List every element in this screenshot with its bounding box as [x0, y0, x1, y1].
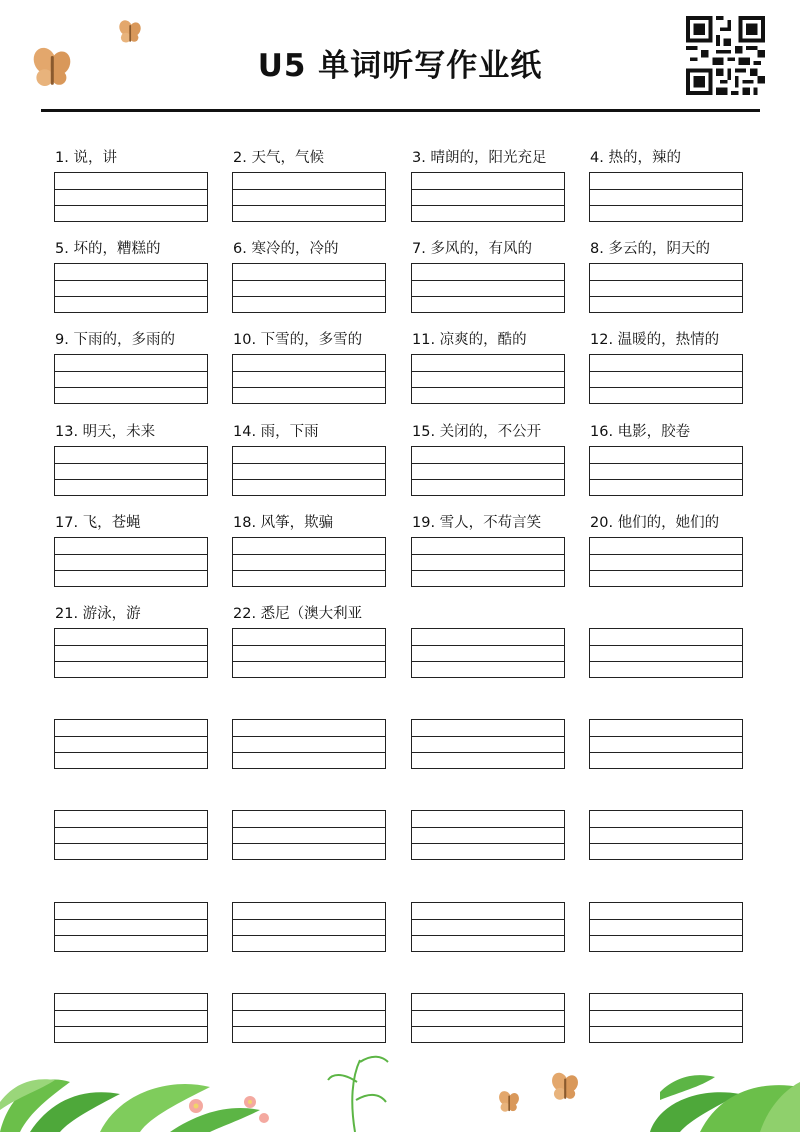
- writing-line: [55, 736, 207, 737]
- writing-line: [590, 752, 742, 753]
- word-prompt: 13. 明天，未来: [55, 424, 156, 440]
- writing-box[interactable]: [411, 719, 565, 769]
- writing-box[interactable]: [54, 810, 208, 860]
- writing-line: [412, 1026, 564, 1027]
- writing-line: [55, 1026, 207, 1027]
- writing-box[interactable]: [589, 446, 743, 496]
- writing-box[interactable]: [54, 354, 208, 404]
- writing-line: [233, 205, 385, 206]
- writing-line: [233, 1010, 385, 1011]
- writing-line: [590, 645, 742, 646]
- writing-line: [590, 479, 742, 480]
- writing-line: [233, 570, 385, 571]
- writing-line: [233, 1026, 385, 1027]
- writing-line: [233, 479, 385, 480]
- word-prompt: 15. 关闭的，不公开: [412, 424, 542, 440]
- writing-line: [590, 463, 742, 464]
- writing-line: [590, 736, 742, 737]
- word-prompt: 2. 天气，气候: [233, 150, 324, 166]
- writing-line: [233, 280, 385, 281]
- writing-line: [590, 1010, 742, 1011]
- writing-line: [55, 827, 207, 828]
- writing-box[interactable]: [411, 902, 565, 952]
- word-prompt: 18. 风筝，欺骗: [233, 515, 334, 531]
- writing-line: [412, 189, 564, 190]
- writing-line: [55, 1010, 207, 1011]
- writing-box[interactable]: [232, 354, 386, 404]
- word-prompt: 6. 寒冷的，冷的: [233, 241, 339, 257]
- writing-line: [412, 479, 564, 480]
- writing-line: [412, 463, 564, 464]
- writing-box[interactable]: [589, 172, 743, 222]
- writing-line: [590, 1026, 742, 1027]
- writing-line: [233, 371, 385, 372]
- writing-line: [55, 479, 207, 480]
- writing-line: [233, 661, 385, 662]
- writing-box[interactable]: [232, 810, 386, 860]
- word-prompt: 16. 电影，胶卷: [590, 424, 691, 440]
- writing-line: [233, 189, 385, 190]
- writing-box[interactable]: [589, 354, 743, 404]
- writing-line: [55, 463, 207, 464]
- writing-line: [590, 371, 742, 372]
- writing-line: [590, 661, 742, 662]
- writing-line: [590, 919, 742, 920]
- writing-box[interactable]: [232, 902, 386, 952]
- writing-line: [55, 371, 207, 372]
- butterfly-icon: [28, 44, 76, 92]
- writing-line: [590, 570, 742, 571]
- writing-line: [233, 463, 385, 464]
- leaf-decoration: [0, 1032, 800, 1132]
- word-prompt: 5. 坏的，糟糕的: [55, 241, 161, 257]
- writing-line: [55, 280, 207, 281]
- word-prompt: 8. 多云的，阴天的: [590, 241, 710, 257]
- writing-line: [55, 296, 207, 297]
- writing-box[interactable]: [411, 446, 565, 496]
- writing-line: [55, 752, 207, 753]
- writing-line: [233, 645, 385, 646]
- writing-line: [412, 570, 564, 571]
- word-prompt: 9. 下雨的，多雨的: [55, 332, 175, 348]
- writing-box[interactable]: [411, 537, 565, 587]
- writing-line: [412, 736, 564, 737]
- word-prompt: 20. 他们的，她们的: [590, 515, 720, 531]
- writing-box[interactable]: [54, 537, 208, 587]
- writing-line: [590, 387, 742, 388]
- writing-box[interactable]: [232, 719, 386, 769]
- writing-line: [233, 554, 385, 555]
- writing-line: [412, 827, 564, 828]
- writing-line: [55, 189, 207, 190]
- writing-box[interactable]: [589, 537, 743, 587]
- writing-box[interactable]: [232, 263, 386, 313]
- writing-box[interactable]: [589, 263, 743, 313]
- word-prompt: 22. 悉尼（澳大利亚: [233, 606, 363, 622]
- writing-line: [55, 935, 207, 936]
- writing-box[interactable]: [232, 628, 386, 678]
- word-prompt: 11. 凉爽的，酷的: [412, 332, 527, 348]
- writing-box[interactable]: [589, 628, 743, 678]
- writing-line: [590, 827, 742, 828]
- writing-line: [233, 736, 385, 737]
- writing-line: [412, 554, 564, 555]
- writing-line: [590, 843, 742, 844]
- writing-line: [412, 371, 564, 372]
- qr-code-icon: [686, 16, 765, 95]
- writing-box[interactable]: [411, 628, 565, 678]
- writing-box[interactable]: [411, 354, 565, 404]
- writing-box[interactable]: [589, 719, 743, 769]
- writing-line: [412, 1010, 564, 1011]
- word-prompt: 21. 游泳，游: [55, 606, 141, 622]
- writing-box[interactable]: [54, 719, 208, 769]
- writing-line: [412, 205, 564, 206]
- writing-line: [233, 752, 385, 753]
- page-title: U5 单词听写作业纸: [257, 48, 543, 84]
- writing-line: [590, 280, 742, 281]
- writing-line: [55, 554, 207, 555]
- writing-box[interactable]: [54, 172, 208, 222]
- writing-line: [55, 205, 207, 206]
- writing-line: [590, 205, 742, 206]
- writing-box[interactable]: [54, 263, 208, 313]
- writing-line: [55, 387, 207, 388]
- writing-box[interactable]: [411, 263, 565, 313]
- writing-box[interactable]: [411, 172, 565, 222]
- writing-box[interactable]: [589, 810, 743, 860]
- writing-line: [55, 843, 207, 844]
- writing-box[interactable]: [54, 628, 208, 678]
- writing-line: [412, 296, 564, 297]
- writing-line: [55, 645, 207, 646]
- writing-box[interactable]: [54, 902, 208, 952]
- writing-line: [412, 935, 564, 936]
- word-prompt: 7. 多风的，有风的: [412, 241, 532, 257]
- writing-line: [590, 935, 742, 936]
- writing-line: [412, 843, 564, 844]
- writing-line: [590, 296, 742, 297]
- word-prompt: 4. 热的，辣的: [590, 150, 681, 166]
- word-prompt: 1. 说，讲: [55, 150, 117, 166]
- writing-line: [233, 387, 385, 388]
- writing-line: [233, 935, 385, 936]
- butterfly-icon: [116, 18, 144, 46]
- writing-line: [55, 919, 207, 920]
- writing-box[interactable]: [411, 810, 565, 860]
- writing-line: [412, 661, 564, 662]
- writing-box[interactable]: [232, 172, 386, 222]
- writing-line: [412, 752, 564, 753]
- writing-line: [590, 554, 742, 555]
- writing-line: [590, 189, 742, 190]
- word-prompt: 12. 温暖的，热情的: [590, 332, 720, 348]
- writing-box[interactable]: [232, 537, 386, 587]
- writing-line: [412, 387, 564, 388]
- writing-line: [412, 919, 564, 920]
- writing-box[interactable]: [54, 446, 208, 496]
- word-prompt: 10. 下雪的，多雪的: [233, 332, 363, 348]
- writing-line: [233, 919, 385, 920]
- writing-line: [412, 645, 564, 646]
- word-prompt: 19. 雪人，不苟言笑: [412, 515, 542, 531]
- writing-line: [55, 661, 207, 662]
- writing-box[interactable]: [589, 902, 743, 952]
- writing-line: [55, 570, 207, 571]
- writing-line: [233, 843, 385, 844]
- writing-line: [233, 827, 385, 828]
- word-prompt: 17. 飞，苍蝇: [55, 515, 141, 531]
- writing-box[interactable]: [232, 446, 386, 496]
- word-prompt: 3. 晴朗的，阳光充足: [412, 150, 547, 166]
- word-prompt: 14. 雨，下雨: [233, 424, 319, 440]
- writing-line: [233, 296, 385, 297]
- title-divider: [41, 109, 760, 112]
- writing-line: [412, 280, 564, 281]
